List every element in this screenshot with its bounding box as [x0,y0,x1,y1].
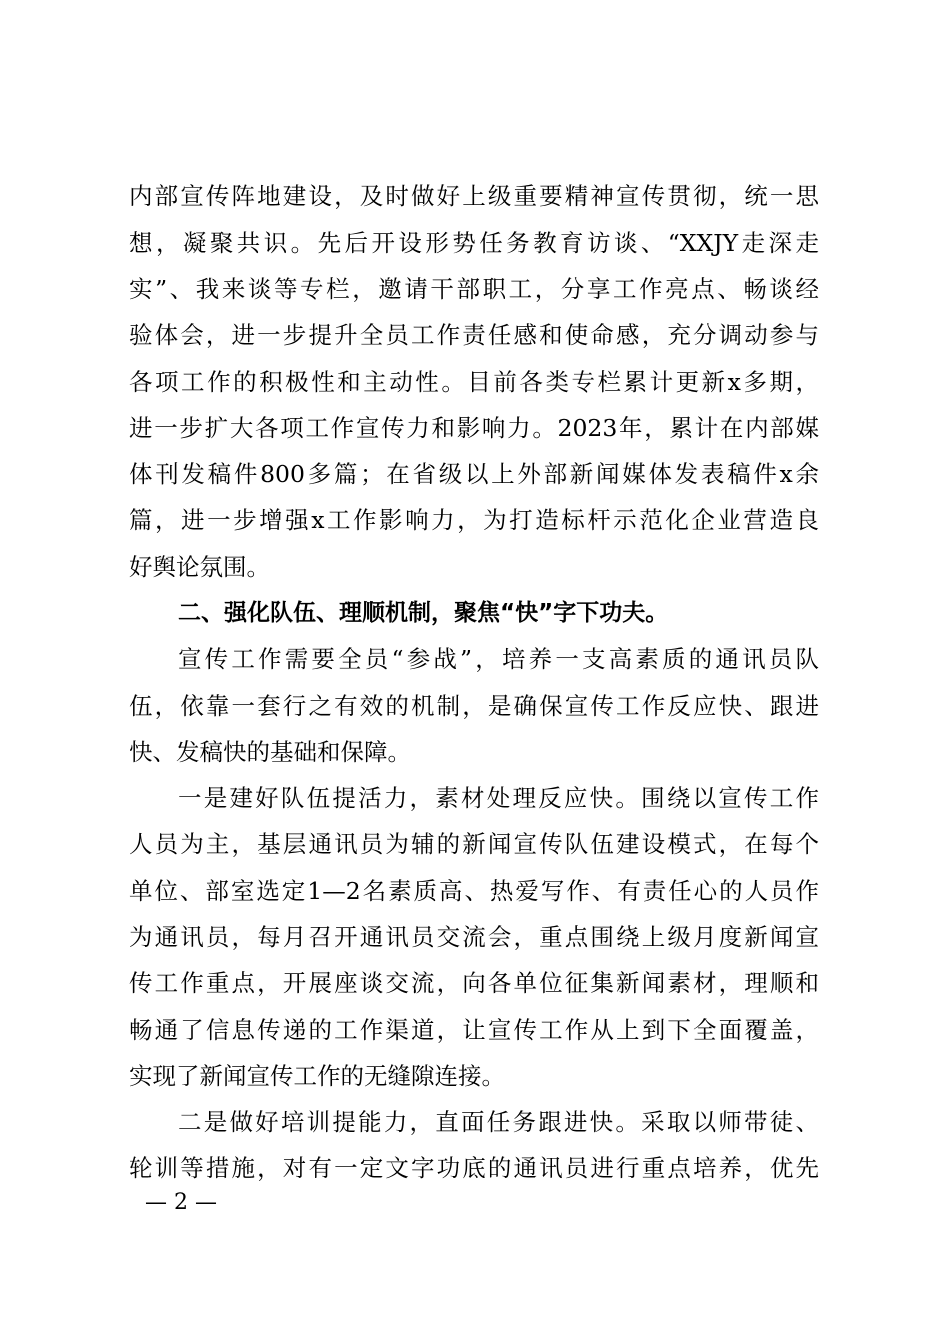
paragraph-1-line-1: 内部宣传阵地建设，及时做好上级重要精神宣传贯彻，统一思 [129,182,819,210]
paragraph-2-line-3: 快、发稿快的基础和保障。 [129,738,411,766]
paragraph-1-line-3: 实”、我来谈等专栏，邀请干部职工，分享工作亮点、畅谈经 [129,275,819,303]
paragraph-2-line-1: 宣传工作需要全员“参战”，培养一支高素质的通讯员队 [178,645,819,673]
paragraph-1-line-7: 体刊发稿件800多篇；在省级以上外部新闻媒体发表稿件x余 [129,460,819,488]
page-number: — 2 — [145,1190,217,1215]
paragraph-3-line-2: 人员为主，基层通讯员为辅的新闻宣传队伍建设模式，在每个 [129,830,819,858]
paragraph-3-line-4: 为通讯员，每月召开通讯员交流会，重点围绕上级月度新闻宣 [129,923,819,951]
paragraph-1-line-6: 进一步扩大各项工作宣传力和影响力。2023年，累计在内部媒 [129,414,819,442]
paragraph-2-line-2: 伍，依靠一套行之有效的机制，是确保宣传工作反应快、跟进 [129,692,819,720]
paragraph-3-line-6: 畅通了信息传递的工作渠道，让宣传工作从上到下全面覆盖， [129,1016,819,1044]
paragraph-3-line-3: 单位、部室选定1—2名素质高、热爱写作、有责任心的人员作 [129,877,819,905]
section-heading-2: 二、强化队伍、理顺机制，聚焦“快”字下功夫。 [178,600,669,626]
paragraph-1-line-2: 想，凝聚共识。先后开设形势任务教育访谈、“XXJY走深走 [129,229,819,257]
paragraph-3-line-5: 传工作重点，开展座谈交流，向各单位征集新闻素材，理顺和 [129,969,819,997]
paragraph-3-line-7: 实现了新闻宣传工作的无缝隙连接。 [129,1062,505,1090]
paragraph-1-line-5: 各项工作的积极性和主动性。目前各类专栏累计更新x多期， [129,368,819,396]
paragraph-1-line-9: 好舆论氛围。 [129,553,270,581]
paragraph-4-line-1: 二是做好培训提能力，直面任务跟进快。采取以师带徒、 [178,1108,819,1136]
paragraph-4-line-2: 轮训等措施，对有一定文字功底的通讯员进行重点培养，优先 [129,1154,819,1182]
paragraph-1-line-8: 篇，进一步增强x工作影响力，为打造标杆示范化企业营造良 [129,506,819,534]
paragraph-3-line-1: 一是建好队伍提活力，素材处理反应快。围绕以宣传工作 [178,784,819,812]
paragraph-1-line-4: 验体会，进一步提升全员工作责任感和使命感，充分调动参与 [129,321,819,349]
